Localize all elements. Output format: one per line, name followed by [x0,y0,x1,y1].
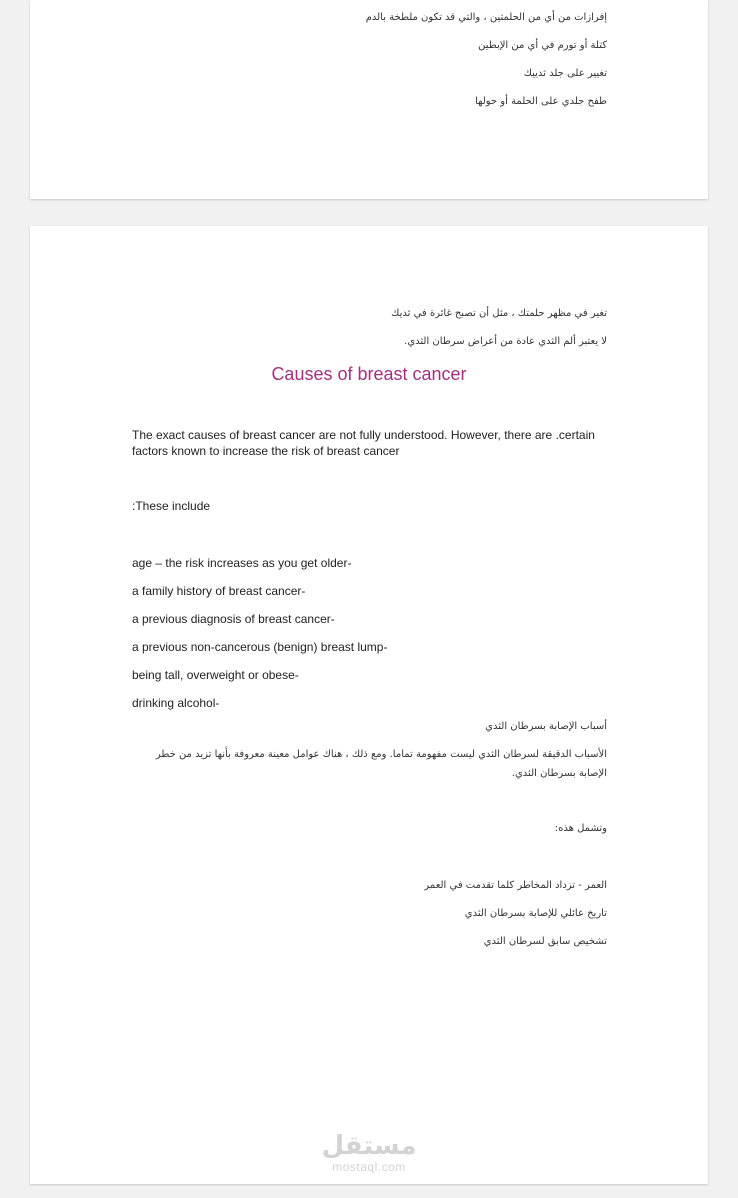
risk-factor-en: a previous diagnosis of breast cancer- [132,612,335,626]
section-heading: Causes of breast cancer [271,364,467,384]
arabic-symptom-line: تغيير على جلد ثدييك [523,68,607,79]
include-label-ar: وتشمل هذه: [554,823,607,834]
risk-factor-en: a family history of breast cancer- [132,584,306,598]
risk-factor-en: a previous non-cancerous (benign) breast lump- [132,640,388,654]
risk-factor-ar: تاريخ عائلي للإصابة بسرطان الثدي [464,908,607,919]
watermark-url: mostaql.com [332,1160,406,1174]
arabic-symptom-line: كتلة أو تورم في أي من الإبطين [478,40,607,51]
intro-paragraph-ar: الأسباب الدقيقة لسرطان الثدي ليست مفهومة تماما. ومع ذلك ، هناك عوامل معينة معروفة بأنها تزيد من خطر الإصابة بسرطان الثدي. [155,749,607,779]
risk-factor-en: drinking alcohol- [132,696,220,710]
document-page-1 [30,0,708,199]
arabic-symptom-line: لا يعتبر ألم الثدي عادة من أعراض سرطان الثدي. [404,336,607,347]
arabic-symptom-line: طفح جلدي على الحلمة أو حولها [475,96,607,107]
mostaql-watermark [30,1132,708,1174]
arabic-symptom-line: تغير في مظهر حلمتك ، مثل أن تصبح غائرة في ثديك [391,308,607,319]
risk-factor-en: being tall, overweight or obese- [132,668,299,682]
risk-factor-ar: تشخيص سابق لسرطان الثدي [483,936,607,947]
causes-title-ar: أسباب الإصابة بسرطان الثدي [485,721,607,732]
risk-factor-ar: العمر - تزداد المخاطر كلما تقدمت في العمر [424,880,607,891]
arabic-symptom-line: إفرازات من أي من الحلمتين ، والتي قد تكون ملطخة بالدم [365,12,607,23]
include-label-en: :These include [132,499,211,513]
document-page-2 [30,226,708,1184]
risk-factor-en: age – the risk increases as you get older- [132,556,352,570]
intro-paragraph-en: The exact causes of breast cancer are not fully understood. However, there are .certain factors known to increase the risk of breast cancer [132,428,595,458]
watermark-logo: مستقل [321,1131,417,1161]
